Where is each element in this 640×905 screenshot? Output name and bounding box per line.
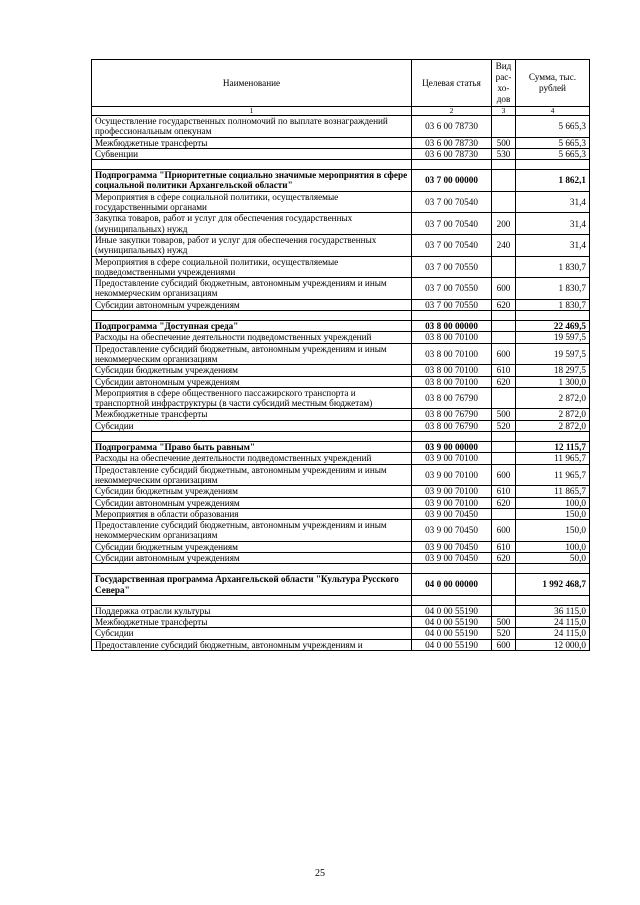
code-cell: 03 8 00 76790 <box>412 387 492 409</box>
vr-cell <box>492 256 516 278</box>
name-cell: Мероприятия в сфере социальной политики, осуществляемые подведомственными учреждениями <box>92 256 412 278</box>
name-cell: Субсидии бюджетным учреждениям <box>92 486 412 497</box>
code-cell: 03 8 00 76790 <box>412 409 492 420</box>
code-cell: 04 0 00 55190 <box>412 605 492 616</box>
sum-cell: 31,4 <box>516 191 590 213</box>
name-cell: Предоставление субсидий бюджетным, автономным учреждениям и иным некоммерческим организациям <box>92 464 412 486</box>
name-cell: Мероприятия в сфере общественного пассажирского транспорта и транспортной инфраструктуры (в части субсидий местным бюджетам) <box>92 387 412 409</box>
vr-cell <box>492 387 516 409</box>
code-cell: 03 6 00 78730 <box>412 116 492 138</box>
code-cell: 03 9 00 70450 <box>412 541 492 552</box>
spacer-cell <box>492 432 516 442</box>
header-sum: Сумма, тыс. рублей <box>516 60 590 107</box>
vr-cell: 600 <box>492 343 516 365</box>
column-number-row <box>92 107 590 116</box>
vr-cell: 620 <box>492 497 516 508</box>
vr-cell <box>492 453 516 464</box>
vr-cell: 200 <box>492 213 516 235</box>
name-cell: Субсидии <box>92 628 412 639</box>
vr-cell <box>492 321 516 332</box>
vr-cell: 520 <box>492 628 516 639</box>
table-row <box>92 605 590 616</box>
sum-cell: 31,4 <box>516 234 590 256</box>
spacer-cell <box>516 432 590 442</box>
sum-cell: 19 597,5 <box>516 343 590 365</box>
name-cell: Межбюджетные трансферты <box>92 617 412 628</box>
code-cell: 03 6 00 78730 <box>412 148 492 159</box>
sum-cell: 11 965,7 <box>516 464 590 486</box>
vr-cell: 520 <box>492 420 516 431</box>
spacer-cell <box>92 432 412 442</box>
sum-cell: 11 865,7 <box>516 486 590 497</box>
code-cell: 03 9 00 70100 <box>412 453 492 464</box>
name-cell: Подпрограмма "Приоритетные социально значимые мероприятия в сфере социальной политики Архангельской области" <box>92 170 412 192</box>
code-cell: 03 7 00 70550 <box>412 256 492 278</box>
section-row <box>92 170 590 192</box>
spacer-cell <box>516 311 590 321</box>
sum-cell: 2 872,0 <box>516 387 590 409</box>
code-cell: 03 9 00 70450 <box>412 520 492 542</box>
code-cell: 03 7 00 70540 <box>412 213 492 235</box>
code-cell: 03 9 00 70100 <box>412 486 492 497</box>
spacer-cell <box>412 432 492 442</box>
code-cell: 03 8 00 70100 <box>412 343 492 365</box>
table-row <box>92 365 590 376</box>
name-cell: Иные закупки товаров, работ и услуг для обеспечения государственных (муниципальных) нужд <box>92 234 412 256</box>
name-cell: Субсидии бюджетным учреждениям <box>92 541 412 552</box>
name-cell: Поддержка отрасли культуры <box>92 605 412 616</box>
vr-cell: 500 <box>492 409 516 420</box>
sum-cell: 11 965,7 <box>516 453 590 464</box>
header-vr: Вид рас-хо-дов <box>492 60 516 107</box>
spacer-cell <box>92 160 412 170</box>
table-row <box>92 387 590 409</box>
sum-cell: 1 300,0 <box>516 376 590 387</box>
vr-cell: 500 <box>492 137 516 148</box>
table-row <box>92 191 590 213</box>
table-row <box>92 234 590 256</box>
name-cell: Предоставление субсидий бюджетным, автономным учреждениям и иным некоммерческим организациям <box>92 278 412 300</box>
table-row <box>92 617 590 628</box>
spacer-cell <box>492 595 516 605</box>
spacer-row <box>92 311 590 321</box>
vr-cell: 620 <box>492 376 516 387</box>
sum-cell: 5 665,3 <box>516 116 590 138</box>
vr-cell <box>492 332 516 343</box>
vr-cell: 240 <box>492 234 516 256</box>
code-cell: 03 9 00 70100 <box>412 497 492 508</box>
sum-cell: 50,0 <box>516 552 590 563</box>
spacer-cell <box>412 311 492 321</box>
name-cell: Расходы на обеспечение деятельности подведомственных учреждений <box>92 332 412 343</box>
vr-cell <box>492 508 516 519</box>
name-cell: Субсидии автономным учреждениям <box>92 497 412 508</box>
spacer-row <box>92 595 590 605</box>
code-cell: 04 0 00 55190 <box>412 639 492 650</box>
code-cell: 04 0 00 55190 <box>412 617 492 628</box>
vr-cell: 500 <box>492 617 516 628</box>
table-row <box>92 508 590 519</box>
code-cell: 03 7 00 70540 <box>412 234 492 256</box>
table-row <box>92 420 590 431</box>
name-cell: Предоставление субсидий бюджетным, автономным учреждениям и иным некоммерческим организациям <box>92 343 412 365</box>
table-row <box>92 137 590 148</box>
name-cell: Межбюджетные трансферты <box>92 409 412 420</box>
vr-cell <box>492 170 516 192</box>
code-cell: 03 8 00 00000 <box>412 321 492 332</box>
name-cell: Межбюджетные трансферты <box>92 137 412 148</box>
vr-cell: 600 <box>492 639 516 650</box>
name-cell: Предоставление субсидий бюджетным, автономным учреждениям и <box>92 639 412 650</box>
code-cell: 04 0 00 00000 <box>412 574 492 596</box>
code-cell: 03 9 00 70100 <box>412 464 492 486</box>
vr-cell: 600 <box>492 278 516 300</box>
table-row <box>92 213 590 235</box>
section-row <box>92 442 590 453</box>
table-row <box>92 376 590 387</box>
spacer-cell <box>412 160 492 170</box>
budget-table <box>91 59 590 651</box>
header-row <box>92 60 590 107</box>
column-number-2: 2 <box>412 107 492 116</box>
section-row <box>92 574 590 596</box>
vr-cell <box>492 116 516 138</box>
table-row <box>92 453 590 464</box>
code-cell: 03 8 00 70100 <box>412 332 492 343</box>
spacer-cell <box>492 311 516 321</box>
code-cell: 03 8 00 76790 <box>412 420 492 431</box>
table-row <box>92 148 590 159</box>
table-row <box>92 628 590 639</box>
code-cell: 03 9 00 00000 <box>412 442 492 453</box>
section-row <box>92 321 590 332</box>
sum-cell: 150,0 <box>516 508 590 519</box>
name-cell: Подпрограмма "Доступная среда" <box>92 321 412 332</box>
budget-table-body <box>92 60 590 651</box>
sum-cell: 31,4 <box>516 213 590 235</box>
spacer-row <box>92 564 590 574</box>
name-cell: Предоставление субсидий бюджетным, автономным учреждениям и иным некоммерческим организациям <box>92 520 412 542</box>
code-cell: 03 9 00 70450 <box>412 508 492 519</box>
spacer-row <box>92 160 590 170</box>
table-row <box>92 343 590 365</box>
name-cell: Мероприятия в сфере социальной политики, осуществляемые государственными органами <box>92 191 412 213</box>
header-code: Целевая статья <box>412 60 492 107</box>
name-cell: Субсидии автономным учреждениям <box>92 376 412 387</box>
sum-cell: 12 000,0 <box>516 639 590 650</box>
spacer-cell <box>92 595 412 605</box>
spacer-cell <box>412 564 492 574</box>
table-row <box>92 639 590 650</box>
spacer-cell <box>412 595 492 605</box>
vr-cell <box>492 442 516 453</box>
page-number: 25 <box>315 868 325 879</box>
table-row <box>92 541 590 552</box>
sum-cell: 1 830,7 <box>516 278 590 300</box>
sum-cell: 36 115,0 <box>516 605 590 616</box>
name-cell: Закупка товаров, работ и услуг для обеспечения государственных (муниципальных) нужд <box>92 213 412 235</box>
spacer-cell <box>92 311 412 321</box>
sum-cell: 19 597,5 <box>516 332 590 343</box>
vr-cell <box>492 191 516 213</box>
sum-cell: 22 469,5 <box>516 321 590 332</box>
vr-cell <box>492 574 516 596</box>
spacer-cell <box>92 564 412 574</box>
sum-cell: 1 862,1 <box>516 170 590 192</box>
code-cell: 03 7 00 70550 <box>412 299 492 310</box>
sum-cell: 5 665,3 <box>516 148 590 159</box>
table-row <box>92 486 590 497</box>
sum-cell: 150,0 <box>516 520 590 542</box>
vr-cell: 610 <box>492 365 516 376</box>
sum-cell: 1 992 468,7 <box>516 574 590 596</box>
table-row <box>92 520 590 542</box>
spacer-row <box>92 432 590 442</box>
table-row <box>92 278 590 300</box>
sum-cell: 1 830,7 <box>516 256 590 278</box>
table-row <box>92 409 590 420</box>
sum-cell: 2 872,0 <box>516 420 590 431</box>
vr-cell: 600 <box>492 520 516 542</box>
sum-cell: 18 297,5 <box>516 365 590 376</box>
sum-cell: 5 665,3 <box>516 137 590 148</box>
table-row <box>92 256 590 278</box>
header-name: Наименование <box>92 60 412 107</box>
sum-cell: 100,0 <box>516 497 590 508</box>
name-cell: Субсидии бюджетным учреждениям <box>92 365 412 376</box>
vr-cell: 600 <box>492 464 516 486</box>
name-cell: Мероприятия в области образования <box>92 508 412 519</box>
vr-cell: 530 <box>492 148 516 159</box>
sum-cell: 12 115,7 <box>516 442 590 453</box>
name-cell: Расходы на обеспечение деятельности подведомственных учреждений <box>92 453 412 464</box>
table-row <box>92 552 590 563</box>
name-cell: Субвенции <box>92 148 412 159</box>
spacer-cell <box>516 160 590 170</box>
vr-cell <box>492 605 516 616</box>
sum-cell: 2 872,0 <box>516 409 590 420</box>
code-cell: 03 7 00 00000 <box>412 170 492 192</box>
name-cell: Осуществление государственных полномочий по выплате вознаграждений профессиональным опекунам <box>92 116 412 138</box>
sum-cell: 1 830,7 <box>516 299 590 310</box>
code-cell: 03 7 00 70540 <box>412 191 492 213</box>
spacer-cell <box>492 564 516 574</box>
vr-cell: 620 <box>492 552 516 563</box>
vr-cell: 620 <box>492 299 516 310</box>
name-cell: Субсидии автономным учреждениям <box>92 552 412 563</box>
spacer-cell <box>492 160 516 170</box>
code-cell: 03 9 00 70450 <box>412 552 492 563</box>
sum-cell: 24 115,0 <box>516 628 590 639</box>
sum-cell: 24 115,0 <box>516 617 590 628</box>
sum-cell: 100,0 <box>516 541 590 552</box>
table-row <box>92 116 590 138</box>
code-cell: 03 6 00 78730 <box>412 137 492 148</box>
table-row <box>92 464 590 486</box>
spacer-cell <box>516 595 590 605</box>
column-number-4: 4 <box>516 107 590 116</box>
vr-cell: 610 <box>492 541 516 552</box>
table-row <box>92 332 590 343</box>
table-row <box>92 299 590 310</box>
name-cell: Субсидии <box>92 420 412 431</box>
table-row <box>92 497 590 508</box>
column-number-1: 1 <box>92 107 412 116</box>
code-cell: 03 7 00 70550 <box>412 278 492 300</box>
spacer-cell <box>516 564 590 574</box>
code-cell: 03 8 00 70100 <box>412 376 492 387</box>
column-number-3: 3 <box>492 107 516 116</box>
name-cell: Подпрограмма "Право быть равным" <box>92 442 412 453</box>
code-cell: 04 0 00 55190 <box>412 628 492 639</box>
name-cell: Государственная программа Архангельской области "Культура Русского Севера" <box>92 574 412 596</box>
vr-cell: 610 <box>492 486 516 497</box>
code-cell: 03 8 00 70100 <box>412 365 492 376</box>
name-cell: Субсидии автономным учреждениям <box>92 299 412 310</box>
